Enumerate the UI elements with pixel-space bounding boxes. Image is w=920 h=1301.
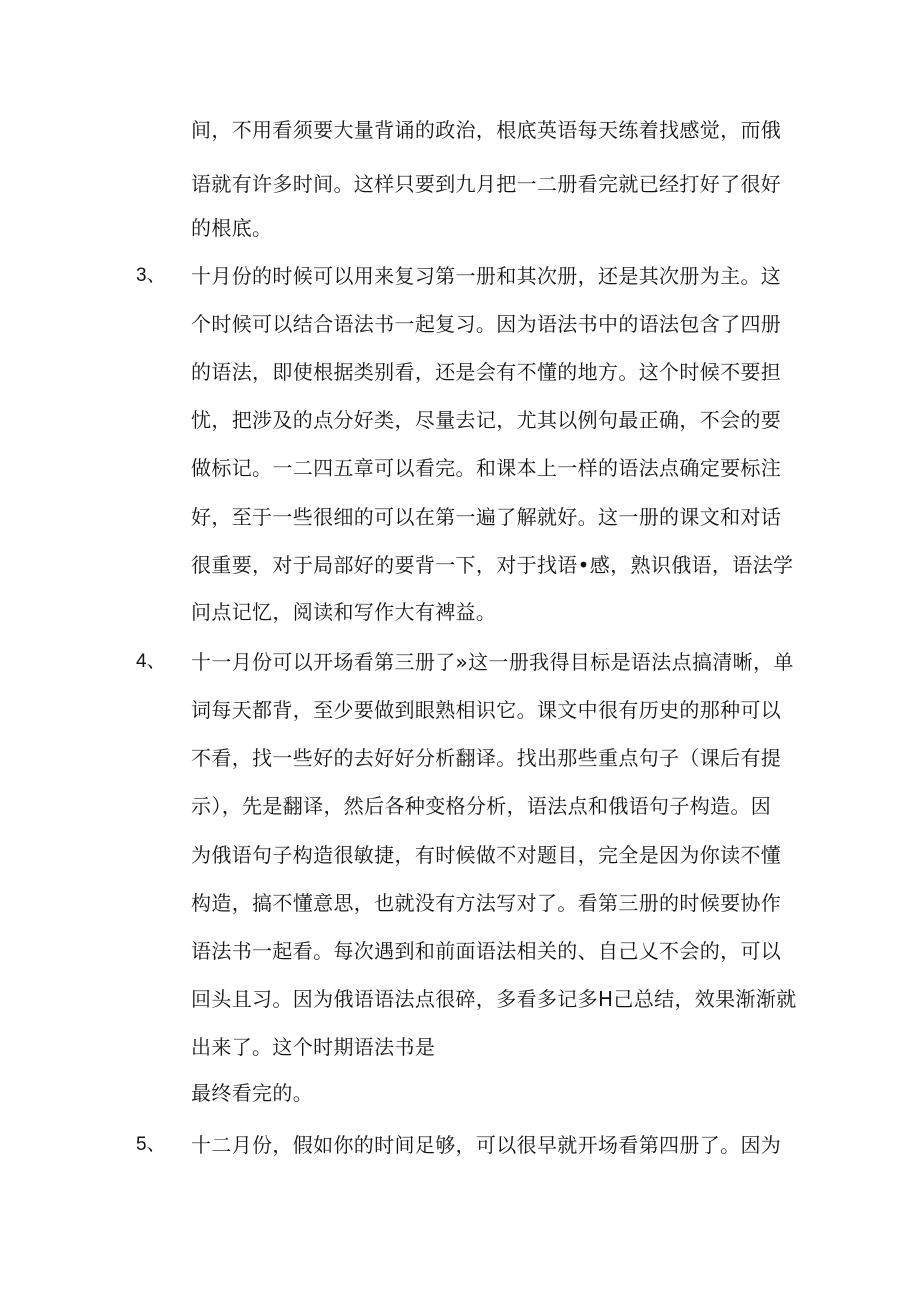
text-line: 个时候可以结合语法书一起复习。因为语法书中的语法包含了四册: [191, 312, 782, 336]
text-line: 语法书一起看。每次遇到和前面语法相关的、自己乂不会的，可以: [191, 939, 782, 963]
text-line: 好，至于一些很细的可以在第一遍了解就好。这一册的课文和对话: [191, 505, 782, 529]
text-line: 很重要，对于局部好的要背一下，对于找语•感，熟识俄语，语法学: [191, 553, 794, 577]
text-line: 十一月份可以开场看第三册了»这一册我得目标是语法点搞清晰，单: [191, 650, 794, 674]
text-line: 的根底。: [191, 216, 273, 240]
text-line: 不看，找一些好的去好好分析翻译。找出那些重点句子（课后有提: [191, 746, 782, 770]
text-line: 十二月份，假如你的时间足够，可以很早就开场看第四册了。因为: [191, 1133, 782, 1157]
text-line: 词每天都背，至少要做到眼熟相识它。课文中很有历史的那种可以: [191, 698, 782, 722]
text-line: 问点记忆，阅读和写作大有裨益。: [191, 600, 497, 624]
text-line: 忧，把涉及的点分好类，尽量去记，尤其以例句最正确，不会的要: [191, 408, 782, 432]
text-line: 的语法，即使根据类别看，还是会有不懂的地方。这个时候不要担: [191, 360, 782, 384]
text-line: 语就有许多时间。这样只要到九月把一二册看完就已经打好了很好: [191, 172, 782, 196]
text-line: 最终看完的。: [191, 1081, 314, 1105]
text-line: 构造，搞不懂意思，也就没有方法写对了。看第三册的时候要协作: [191, 891, 782, 915]
text-line: 十月份的时候可以用来复习第一册和其次册，还是其次册为主。这: [191, 264, 782, 288]
list-number: 4、: [136, 651, 166, 672]
text-line: 间，不用看须要大量背诵的政治，根底英语每天练着找感觉，而俄: [191, 118, 782, 142]
text-line: 为俄语句子构造很敏捷，有时候做不对题目，完全是因为你读不懂: [191, 843, 782, 867]
text-line: 示），先是翻译，然后各种变格分析，语法点和俄语句子构造。因: [191, 794, 772, 818]
text-line: 做标记。一二四五章可以看完。和课本上一样的语法点确定要标注: [191, 456, 782, 480]
list-number: 3、: [136, 265, 166, 286]
text-line: 出来了。这个时期语法书是: [191, 1035, 436, 1059]
list-number: 5、: [136, 1134, 166, 1155]
text-line: 回头且习。因为俄语语法点很碎，多看多记多H己总结，效果渐渐就: [191, 987, 797, 1011]
